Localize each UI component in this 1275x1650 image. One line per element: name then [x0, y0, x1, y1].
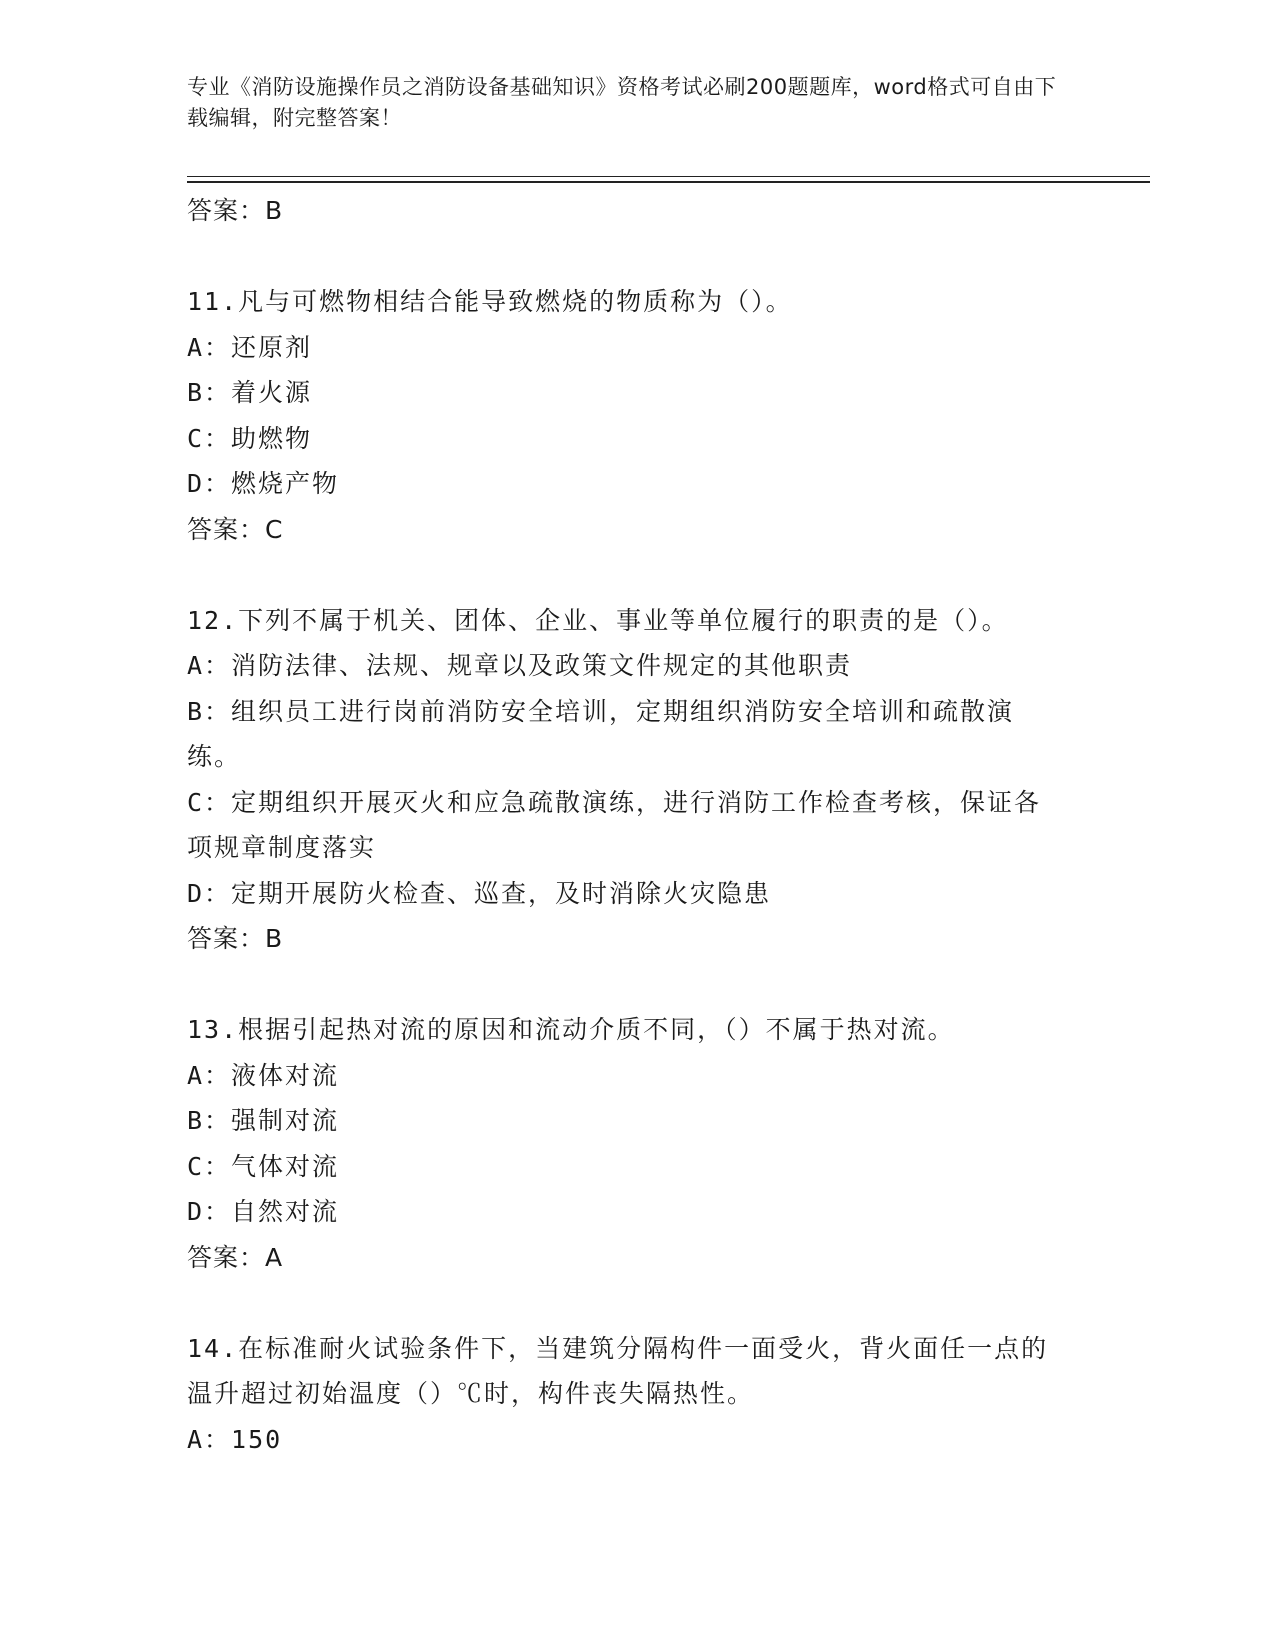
option-a: A：还原剂: [187, 332, 313, 362]
page-header: [187, 72, 1067, 134]
question-14: [187, 1326, 1067, 1463]
question-11: [187, 279, 1067, 552]
option-a: A：150: [187, 1424, 283, 1454]
option-d: D：燃烧产物: [187, 469, 340, 498]
spacer: [187, 552, 1067, 598]
spacer: [187, 962, 1067, 1008]
option-b: B：组织员工进行岗前消防安全培训，定期组织消防安全培训和疏散演练。: [187, 696, 1015, 771]
option-c: C：气体对流: [187, 1151, 340, 1181]
question-stem: 11.凡与可燃物相结合能导致燃烧的物质称为（）。: [187, 287, 793, 316]
option-b: B：强制对流: [187, 1106, 340, 1135]
option-d: D：自然对流: [187, 1197, 340, 1226]
question-stem: 13.根据引起热对流的原因和流动介质不同，（）不属于热对流。: [187, 1015, 955, 1044]
question-stem: 12.下列不属于机关、团体、企业、事业等单位履行的职责的是（）。: [187, 605, 1009, 635]
question-13: [187, 1007, 1067, 1280]
answer: 答案：C: [187, 514, 284, 544]
option-b: B：着火源: [187, 378, 313, 407]
option-c: C：助燃物: [187, 423, 313, 453]
header-divider: [187, 176, 1150, 183]
answer: 答案：B: [187, 924, 284, 953]
option-d: D：定期开展防火检查、巡查，及时消除火灾隐患: [187, 878, 772, 908]
previous-answer: 答案：B: [187, 196, 284, 225]
question-12: [187, 598, 1067, 962]
spacer: [187, 1280, 1067, 1326]
option-a: A：消防法律、法规、规章以及政策文件规定的其他职责: [187, 651, 853, 680]
answer: 答案：A: [187, 1242, 284, 1272]
question-list: [187, 188, 1067, 1462]
spacer: [187, 234, 1067, 280]
option-a: A：液体对流: [187, 1060, 340, 1090]
header-title: 专业《消防设施操作员之消防设备基础知识》资格考试必刷200题题库，word格式可自由下载编辑，附完整答案！: [187, 75, 1057, 130]
option-c: C：定期组织开展灭火和应急疏散演练，进行消防工作检查考核，保证各项规章制度落实: [187, 787, 1042, 862]
question-stem: 14.在标准耐火试验条件下，当建筑分隔构件一面受火，背火面任一点的温升超过初始温度（）℃时，构件丧失隔热性。: [187, 1333, 1049, 1408]
